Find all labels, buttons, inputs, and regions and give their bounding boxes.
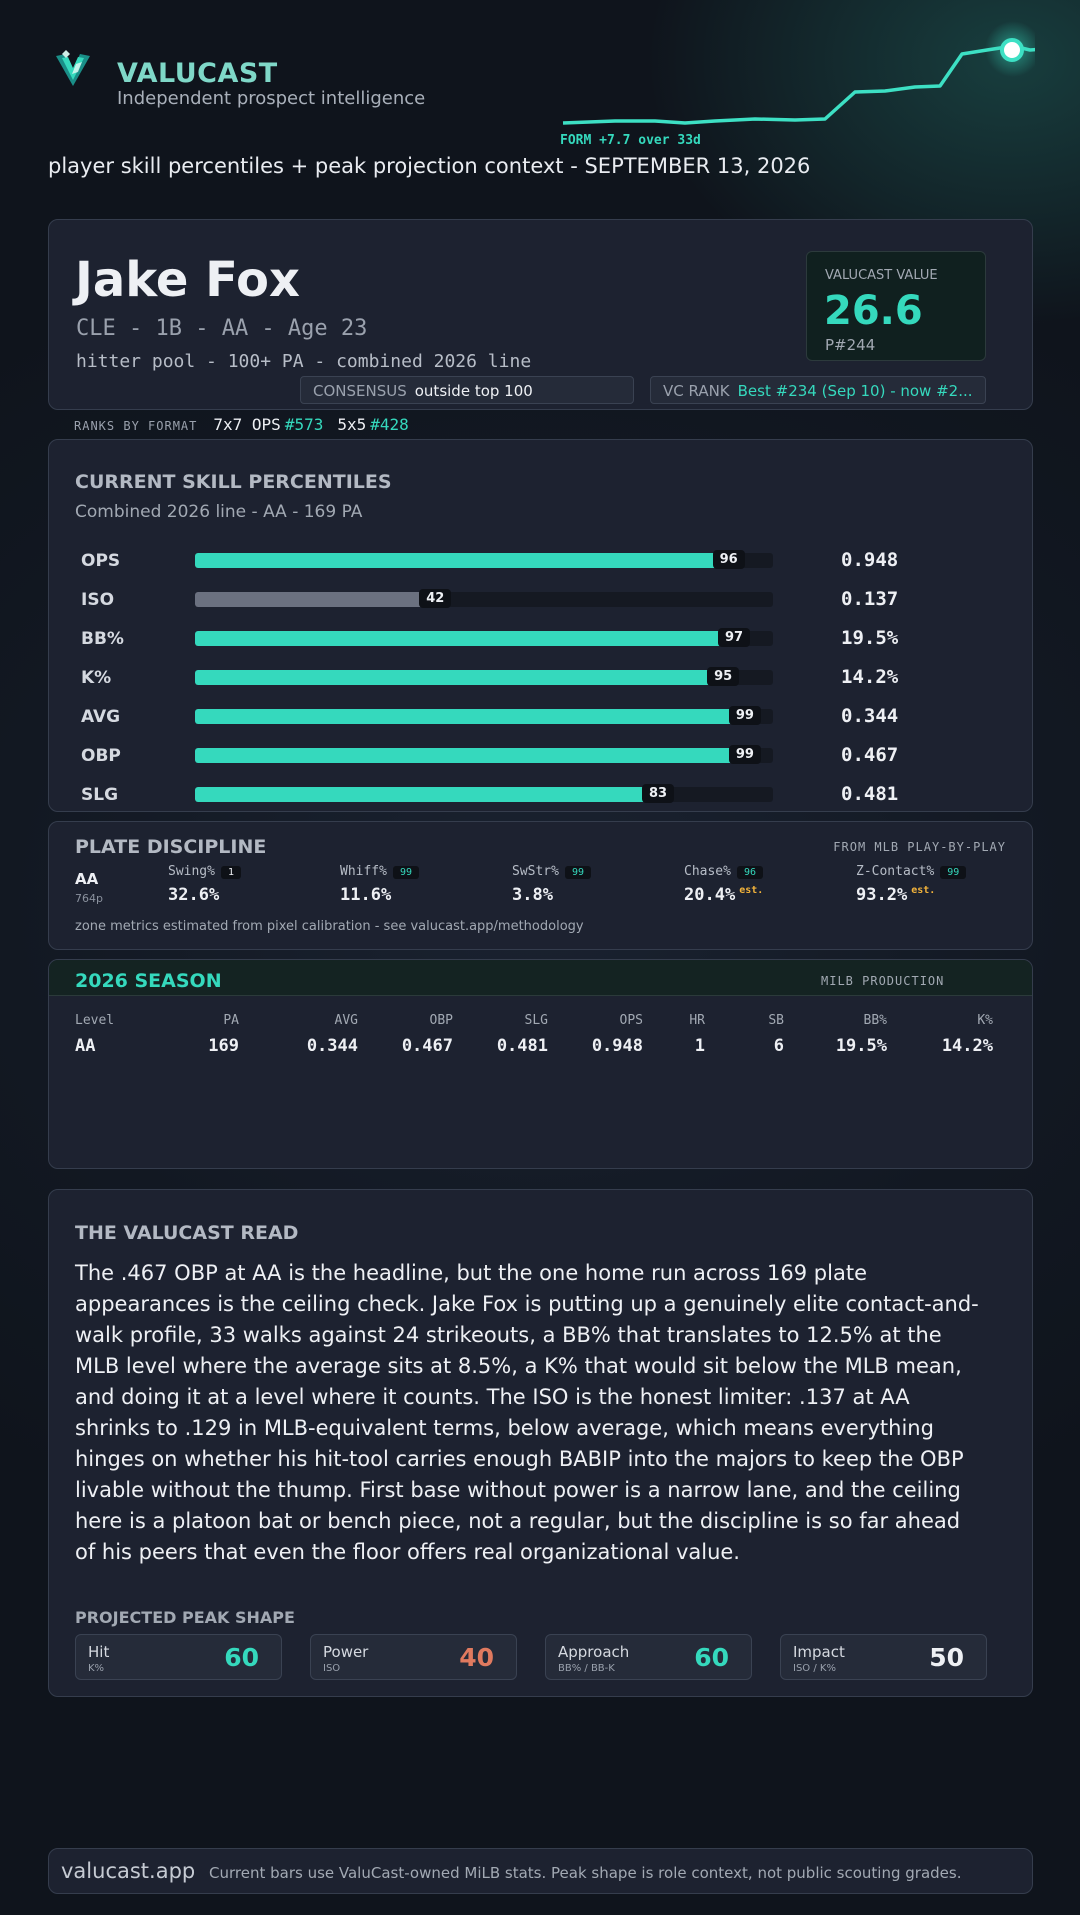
season-cell: PA bbox=[223, 1013, 239, 1028]
percentile-bar bbox=[195, 709, 733, 724]
ranks-label: RANKS BY FORMAT bbox=[74, 419, 198, 433]
metric-value-row bbox=[168, 885, 241, 905]
footer bbox=[48, 1848, 1033, 1894]
metric-label-row bbox=[684, 864, 763, 879]
metric-value-row bbox=[340, 885, 419, 905]
percentile-badge: 99 bbox=[729, 745, 761, 764]
metric-label-row bbox=[340, 864, 419, 879]
discipline-note: zone metrics estimated from pixel calibration - see valucast.app/methodology bbox=[75, 919, 584, 934]
percentile-track bbox=[195, 631, 773, 646]
percentile-bar bbox=[195, 748, 733, 763]
plate-discipline-card bbox=[48, 821, 1033, 950]
form-label: FORM +7.7 over 33d bbox=[560, 133, 701, 148]
peak-label: Power bbox=[323, 1643, 369, 1661]
discipline-metric bbox=[340, 864, 419, 905]
season-cell: OPS bbox=[619, 1013, 643, 1028]
season-cell: AVG bbox=[334, 1013, 358, 1028]
season-cell: 1 bbox=[694, 1036, 705, 1056]
metric-label-row bbox=[512, 864, 591, 879]
metric-value-row bbox=[512, 885, 591, 905]
percentile-row bbox=[81, 704, 1001, 732]
season-row bbox=[75, 1036, 1015, 1056]
percentile-badge: 83 bbox=[642, 784, 674, 803]
percentile-track bbox=[195, 592, 773, 607]
peak-sub: BB% / BB-K bbox=[558, 1663, 615, 1674]
section-title: CURRENT SKILL PERCENTILES bbox=[75, 471, 392, 493]
metric-label-row bbox=[856, 864, 966, 879]
percentile-badge: 99 bbox=[729, 706, 761, 725]
stat-label: BB% bbox=[81, 629, 124, 649]
season-cell: 0.344 bbox=[306, 1036, 358, 1056]
percentile-track bbox=[195, 670, 773, 685]
percentile-bar bbox=[195, 553, 717, 568]
metric-label: Z-Contact% bbox=[856, 864, 935, 879]
percentile-bar bbox=[195, 787, 646, 802]
metric-percentile-badge: 99 bbox=[393, 866, 419, 879]
season-cell: 0.948 bbox=[591, 1036, 643, 1056]
section-subtitle: Combined 2026 line - AA - 169 PA bbox=[75, 502, 363, 522]
metric-label: Whiff% bbox=[340, 864, 387, 879]
percentile-bar bbox=[195, 670, 711, 685]
metric-label-row bbox=[168, 864, 241, 879]
peak-sub: ISO bbox=[323, 1663, 341, 1674]
metric-percentile-badge: 1 bbox=[221, 866, 241, 879]
percentile-track bbox=[195, 709, 773, 724]
ranks-by-format bbox=[74, 415, 423, 434]
section-title: PLATE DISCIPLINE bbox=[75, 836, 267, 858]
season-cell: SLG bbox=[524, 1013, 548, 1028]
season-cell: 14.2% bbox=[941, 1036, 993, 1056]
peak-shape-tile bbox=[545, 1634, 752, 1680]
season-cell: HR bbox=[689, 1013, 705, 1028]
metric-value: 11.6% bbox=[340, 885, 392, 905]
stat-label: ISO bbox=[81, 590, 115, 610]
stat-value: 0.344 bbox=[841, 705, 899, 727]
stat-value: 0.948 bbox=[841, 549, 899, 571]
section-title: THE VALUCAST READ bbox=[75, 1222, 299, 1244]
season-cell: AA bbox=[75, 1036, 96, 1056]
percentile-badge: 97 bbox=[718, 628, 750, 647]
discipline-metric bbox=[684, 864, 763, 905]
stat-value: 0.467 bbox=[841, 744, 899, 766]
peak-sub: ISO / K% bbox=[793, 1663, 836, 1674]
season-cell: Level bbox=[75, 1013, 115, 1028]
metric-percentile-badge: 96 bbox=[737, 866, 763, 879]
discipline-source: FROM MLB PLAY-BY-PLAY bbox=[833, 840, 1006, 854]
skill-percentiles-card bbox=[48, 439, 1033, 812]
stat-label: SLG bbox=[81, 785, 119, 805]
percentile-row bbox=[81, 626, 1001, 654]
stat-label: K% bbox=[81, 668, 112, 688]
percentile-badge: 96 bbox=[713, 550, 745, 569]
valucast-logo-icon bbox=[52, 50, 94, 88]
season-title: 2026 SEASON bbox=[75, 970, 222, 992]
read-body: The .467 OBP at AA is the headline, but the one home run across 169 plate appearances is the ceiling check. Jake Fox is putting up a genuinely elite contact-and-walk profile, 33 walks against 24 strikeouts, a BB% that translates to 12.5% at the MLB level where the average sits at 8.5%, a K% that would sit below the MLB mean, and doing it at a level where it counts. The ISO is the honest limiter: .137 at AA shrinks to .129 in MLB-equivalent terms, below average, which means everything hinges on whether his hit-tool carries enough BABIP into the majors to keep the OBP livable without the thump. First base without power is a narrow lane, and the ceiling here is a platoon bat or bench piece, not a regular, but the discipline is so far ahead of his peers that even the floor offers real organizational value. bbox=[75, 1261, 979, 1564]
stat-value: 0.481 bbox=[841, 783, 899, 805]
metric-value: 20.4% bbox=[684, 885, 736, 905]
season-header bbox=[49, 960, 1032, 996]
stat-value: 19.5% bbox=[841, 627, 899, 649]
consensus-label: CONSENSUS bbox=[313, 382, 407, 400]
season-cell: 169 bbox=[208, 1036, 239, 1056]
stat-label: OBP bbox=[81, 746, 121, 766]
discipline-pitches: 764p bbox=[75, 892, 103, 905]
metric-label: Swing% bbox=[168, 864, 215, 879]
footer-site[interactable]: valucast.app bbox=[61, 1859, 196, 1883]
percentile-track bbox=[195, 787, 773, 802]
form-current-marker bbox=[995, 35, 1029, 65]
metric-label: Chase% bbox=[684, 864, 731, 879]
stat-label: OPS bbox=[81, 551, 121, 571]
player-pool: hitter pool - 100+ PA - combined 2026 line bbox=[76, 351, 532, 372]
consensus-value: outside top 100 bbox=[414, 382, 533, 400]
consensus-pill bbox=[300, 376, 634, 404]
estimate-flag: est. bbox=[911, 885, 936, 896]
page-subtitle: player skill percentiles + peak projection context - SEPTEMBER 13, 2026 bbox=[48, 154, 811, 178]
valucast-read-card bbox=[48, 1189, 1033, 1697]
vc-rank-value: Best #234 (Sep 10) - now #2... bbox=[737, 382, 973, 400]
peak-shape-tile bbox=[75, 1634, 282, 1680]
discipline-metric bbox=[856, 864, 966, 905]
rank-value: #428 bbox=[370, 415, 409, 434]
peak-label: Hit bbox=[88, 1643, 110, 1661]
stat-value: 14.2% bbox=[841, 666, 899, 688]
value-label: VALUCAST VALUE bbox=[825, 268, 938, 283]
percentile-row bbox=[81, 782, 1001, 810]
percentile-row bbox=[81, 548, 1001, 576]
rank-format: 7x7 OPS bbox=[213, 415, 281, 434]
percentile-row bbox=[81, 743, 1001, 771]
peak-value: 50 bbox=[929, 1643, 964, 1672]
season-cell: OBP bbox=[429, 1013, 453, 1028]
player-name: Jake Fox bbox=[75, 252, 300, 308]
rank-value: #573 bbox=[284, 415, 324, 434]
brand-name: VALUCAST bbox=[117, 58, 278, 89]
stat-label: AVG bbox=[81, 707, 121, 727]
peak-shape-tile bbox=[310, 1634, 517, 1680]
percentile-bar bbox=[195, 631, 722, 646]
percentile-track bbox=[195, 553, 773, 568]
percentile-row bbox=[81, 665, 1001, 693]
season-cell: 6 bbox=[773, 1036, 784, 1056]
form-sparkline bbox=[555, 20, 1035, 150]
metric-value: 32.6% bbox=[168, 885, 220, 905]
season-cell: K% bbox=[977, 1013, 993, 1028]
stat-value: 0.137 bbox=[841, 588, 899, 610]
vc-rank-pill bbox=[650, 376, 986, 404]
discipline-metric bbox=[168, 864, 241, 905]
season-cell: 0.481 bbox=[496, 1036, 548, 1056]
percentile-badge: 42 bbox=[419, 589, 451, 608]
metric-value: 3.8% bbox=[512, 885, 553, 905]
footer-note: Current bars use ValuCast-owned MiLB stats. Peak shape is role context, not public scouting grades. bbox=[209, 1864, 962, 1882]
season-header-row bbox=[75, 1013, 1015, 1033]
peak-value: 60 bbox=[694, 1643, 729, 1672]
value-rank: P#244 bbox=[825, 336, 876, 354]
percentile-badge: 95 bbox=[707, 667, 739, 686]
vc-rank-label: VC RANK bbox=[663, 382, 730, 400]
season-cell: SB bbox=[768, 1013, 784, 1028]
peak-sub: K% bbox=[88, 1663, 105, 1674]
season-cell: BB% bbox=[863, 1013, 887, 1028]
metric-percentile-badge: 99 bbox=[565, 866, 591, 879]
player-card bbox=[48, 219, 1033, 410]
rank-format: 5x5 bbox=[337, 415, 367, 434]
metric-value: 93.2% bbox=[856, 885, 908, 905]
peak-label: Approach bbox=[558, 1643, 630, 1661]
discipline-metric bbox=[512, 864, 591, 905]
season-tag: MILB PRODUCTION bbox=[821, 974, 945, 988]
peak-label: Impact bbox=[793, 1643, 845, 1661]
value-number: 26.6 bbox=[824, 288, 923, 334]
peak-shape-title: PROJECTED PEAK SHAPE bbox=[75, 1608, 295, 1627]
percentile-track bbox=[195, 748, 773, 763]
season-cell: 0.467 bbox=[401, 1036, 453, 1056]
player-meta: CLE - 1B - AA - Age 23 bbox=[76, 316, 368, 341]
peak-value: 60 bbox=[224, 1643, 259, 1672]
season-cell: 19.5% bbox=[835, 1036, 887, 1056]
metric-percentile-badge: 99 bbox=[940, 866, 966, 879]
percentile-bar bbox=[195, 592, 423, 607]
estimate-flag: est. bbox=[739, 885, 764, 896]
peak-shape-tile bbox=[780, 1634, 987, 1680]
discipline-level: AA bbox=[75, 870, 99, 888]
metric-value-row bbox=[856, 885, 966, 905]
season-card bbox=[48, 959, 1033, 1169]
valucast-value-box bbox=[806, 251, 986, 361]
brand-tagline: Independent prospect intelligence bbox=[117, 88, 426, 109]
peak-value: 40 bbox=[459, 1643, 494, 1672]
percentile-row bbox=[81, 587, 1001, 615]
metric-label: SwStr% bbox=[512, 864, 559, 879]
metric-value-row bbox=[684, 885, 763, 905]
